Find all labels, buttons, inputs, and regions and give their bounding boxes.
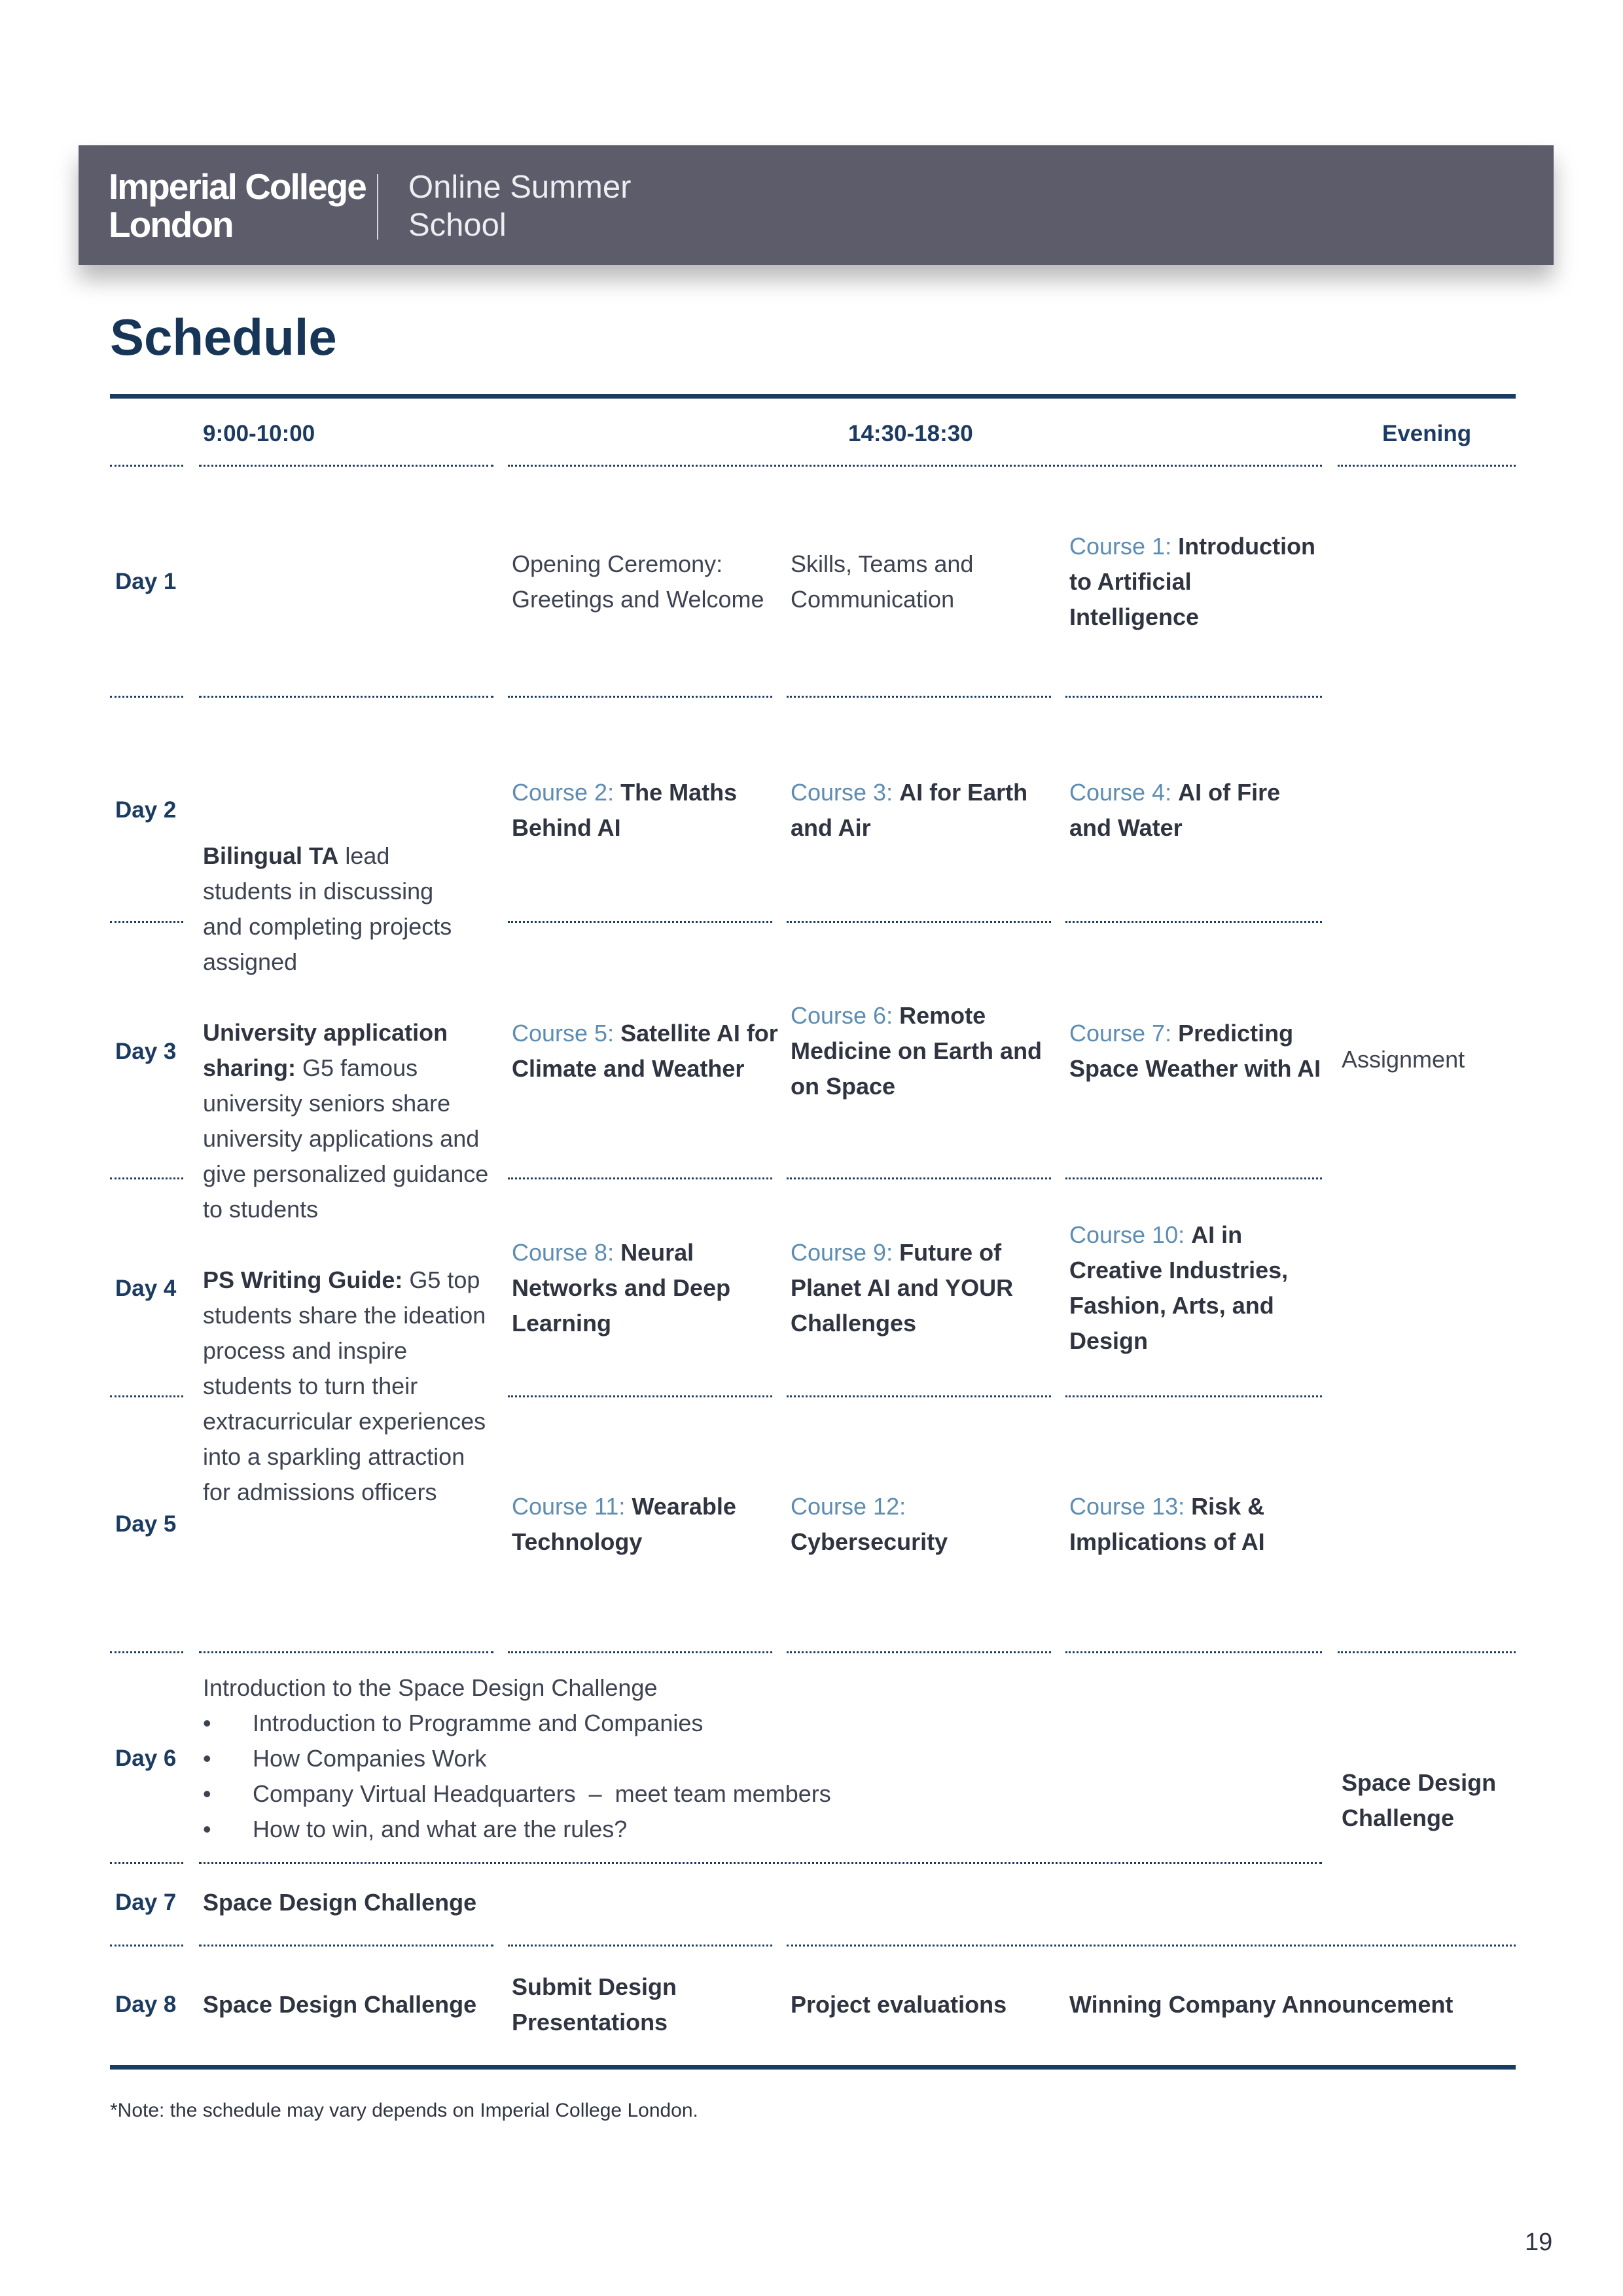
text-line: for admissions officers (203, 1479, 437, 1505)
separator (110, 1177, 183, 1179)
course-title: AI of Fire (1178, 779, 1281, 806)
separator (508, 1945, 772, 1946)
separator (787, 1651, 1051, 1653)
day-label-1: Day 1 (115, 569, 177, 594)
course-number: Course 6: (791, 1002, 893, 1029)
course-13-cell (1069, 1489, 1265, 1560)
course-3-cell (791, 775, 1027, 846)
course-title: Technology (512, 1528, 643, 1555)
course-title: Planet AI and YOUR (791, 1274, 1014, 1301)
logo-line-2: London (109, 204, 233, 245)
day8-evaluations: Project evaluations (791, 1991, 1007, 2018)
separator (508, 921, 772, 923)
course-title: Challenges (791, 1310, 917, 1336)
separator (787, 1945, 1516, 1946)
spacer (203, 980, 497, 1015)
course-number: Course 3: (791, 779, 893, 806)
course-10-cell (1069, 1217, 1288, 1359)
separator (787, 696, 1051, 698)
course-number: Course 9: (791, 1239, 893, 1266)
item-heading: Bilingual TA (203, 842, 339, 869)
text-line: and completing projects (203, 913, 452, 940)
separator (199, 1651, 493, 1653)
text-line: university seniors share (203, 1090, 451, 1117)
evening-assignment: Assignment (1342, 1046, 1465, 1073)
day1-skills-teams (791, 547, 973, 617)
course-title: Future of (899, 1239, 1002, 1266)
table-top-rule (110, 394, 1516, 399)
course-title: AI for Earth (899, 779, 1028, 806)
course-12-cell (791, 1489, 948, 1560)
text-line: Submit Design (512, 1973, 677, 2000)
text-line: assigned (203, 948, 298, 975)
column-header-afternoon: 14:30-18:30 (848, 421, 973, 446)
list-item: • How Companies Work (203, 1741, 831, 1776)
text-line: university applications and (203, 1125, 480, 1152)
course-title: Networks and Deep (512, 1274, 731, 1301)
separator (110, 1862, 183, 1864)
course-number: Course 12: (791, 1493, 906, 1520)
day-label-3: Day 3 (115, 1039, 177, 1064)
separator (110, 1395, 183, 1397)
header-banner (79, 145, 1554, 265)
text-line: extracurricular experiences (203, 1408, 486, 1435)
day8-activity: Space Design Challenge (203, 1991, 477, 2018)
course-number: Course 2: (512, 779, 615, 806)
text-line: Space Design (1342, 1769, 1497, 1796)
text-line: G5 top (402, 1266, 480, 1293)
item-heading: University application (203, 1019, 448, 1046)
item-heading: sharing: (203, 1054, 296, 1081)
course-title: Intelligence (1069, 603, 1200, 630)
day-label-5: Day 5 (115, 1511, 177, 1537)
logo-line-1: Imperial College (109, 166, 366, 207)
separator (508, 696, 772, 698)
text-line: Greetings and Welcome (512, 586, 764, 613)
text-line: lead (338, 842, 390, 869)
course-title: Wearable (632, 1493, 736, 1520)
day8-announcement: Winning Company Announcement (1069, 1991, 1454, 2018)
program-line-1: Online Summer (408, 170, 632, 205)
text-line: Skills, Teams and (791, 550, 974, 577)
bilingual-ta-item (203, 838, 497, 980)
day6-intro: Introduction to the Space Design Challenge (203, 1674, 658, 1701)
course-number: Course 11: (512, 1493, 626, 1520)
course-number: Course 4: (1069, 779, 1172, 806)
separator (1065, 921, 1322, 923)
course-title: Space Weather with AI (1069, 1055, 1321, 1082)
text-line: Communication (791, 586, 955, 613)
separator (1065, 1651, 1322, 1653)
course-number: Course 7: (1069, 1020, 1172, 1047)
course-title: to Artificial (1069, 568, 1192, 595)
course-title: Introduction (1178, 533, 1316, 560)
separator (508, 1177, 772, 1179)
text-line: students to turn their (203, 1372, 418, 1399)
text-line: students share the ideation (203, 1302, 486, 1329)
imperial-college-logo (109, 168, 366, 243)
course-11-cell (512, 1489, 736, 1560)
day-label-6: Day 6 (115, 1746, 177, 1771)
course-title: Predicting (1178, 1020, 1294, 1047)
separator (110, 696, 183, 698)
course-title: and Water (1069, 814, 1183, 841)
course-title: Climate and Weather (512, 1055, 745, 1082)
course-title: Design (1069, 1327, 1149, 1354)
course-1-cell (1069, 529, 1315, 635)
ps-writing-guide-item (203, 1263, 497, 1510)
course-title: AI in (1191, 1221, 1243, 1248)
schedule-note: *Note: the schedule may vary depends on Imperial College London. (110, 2100, 698, 2121)
page-title: Schedule (110, 308, 337, 366)
course-5-cell (512, 1016, 778, 1086)
morning-activities (203, 838, 497, 1510)
course-6-cell (791, 998, 1042, 1104)
separator (199, 696, 493, 698)
text-line: Presentations (512, 2009, 668, 2036)
separator (787, 1395, 1051, 1397)
separator (1065, 696, 1322, 698)
course-9-cell (791, 1235, 1013, 1341)
text-line: G5 famous (296, 1054, 418, 1081)
separator (787, 921, 1051, 923)
separator (1065, 1395, 1322, 1397)
course-number: Course 5: (512, 1020, 615, 1047)
day1-opening-ceremony (512, 547, 764, 617)
separator (199, 1862, 1322, 1864)
course-title: Satellite AI for (620, 1020, 778, 1047)
list-item: • Introduction to Programme and Companies (203, 1706, 831, 1741)
separator (110, 921, 183, 923)
day-label-4: Day 4 (115, 1276, 177, 1301)
column-header-morning: 9:00-10:00 (203, 421, 315, 446)
evening-space-design-challenge (1342, 1765, 1496, 1836)
column-header-evening: Evening (1382, 421, 1472, 446)
item-heading: PS Writing Guide: (203, 1266, 403, 1293)
separator (508, 1395, 772, 1397)
course-title: Neural (620, 1239, 694, 1266)
separator (199, 1945, 493, 1946)
table-bottom-rule (110, 2065, 1516, 2070)
course-title: Medicine on Earth and (791, 1037, 1043, 1064)
program-name (408, 168, 631, 244)
course-title: Remote (899, 1002, 986, 1029)
day6-intro-block (203, 1670, 831, 1847)
separator (199, 465, 493, 467)
text-line: students in discussing (203, 878, 434, 905)
university-application-item (203, 1015, 497, 1227)
day-label-8: Day 8 (115, 1992, 177, 2017)
separator (508, 1651, 772, 1653)
list-item: • How to win, and what are the rules? (203, 1812, 831, 1847)
course-title: Cybersecurity (791, 1528, 948, 1555)
course-title: Implications of AI (1069, 1528, 1265, 1555)
separator (110, 465, 183, 467)
course-number: Course 10: (1069, 1221, 1185, 1248)
text-line: to students (203, 1196, 319, 1223)
text-line: process and inspire (203, 1337, 408, 1364)
course-8-cell (512, 1235, 730, 1341)
course-title: on Space (791, 1073, 896, 1100)
page-number: 19 (1525, 2229, 1553, 2256)
separator (1065, 1177, 1322, 1179)
day7-activity: Space Design Challenge (203, 1889, 477, 1916)
text-line: into a sparkling attraction (203, 1443, 465, 1470)
program-line-2: School (408, 207, 507, 243)
text-line: Opening Ceremony: (512, 550, 723, 577)
course-number: Course 13: (1069, 1493, 1185, 1520)
day6-bullet-list (203, 1706, 831, 1847)
course-title: Creative Industries, (1069, 1257, 1289, 1283)
course-7-cell (1069, 1016, 1321, 1086)
course-4-cell (1069, 775, 1280, 846)
separator (508, 465, 1322, 467)
list-item: • Company Virtual Headquarters – meet team members (203, 1776, 831, 1812)
course-number: Course 1: (1069, 533, 1172, 560)
course-title: and Air (791, 814, 871, 841)
separator (787, 1177, 1051, 1179)
text-line: Challenge (1342, 1804, 1455, 1831)
spacer (203, 1227, 497, 1263)
logo-divider (377, 174, 378, 240)
course-title: The Maths (620, 779, 738, 806)
course-title: Behind AI (512, 814, 621, 841)
course-number: Course 8: (512, 1239, 615, 1266)
course-title: Learning (512, 1310, 612, 1336)
course-2-cell (512, 775, 737, 846)
text-line: give personalized guidance (203, 1160, 489, 1187)
separator (1338, 465, 1516, 467)
separator (110, 1651, 183, 1653)
day-label-7: Day 7 (115, 1890, 177, 1915)
separator (110, 1945, 183, 1946)
course-title: Fashion, Arts, and (1069, 1292, 1274, 1319)
course-title: Risk & (1191, 1493, 1265, 1520)
day-label-2: Day 2 (115, 797, 177, 823)
separator (1338, 1651, 1516, 1653)
day8-submit-design (512, 1969, 677, 2040)
